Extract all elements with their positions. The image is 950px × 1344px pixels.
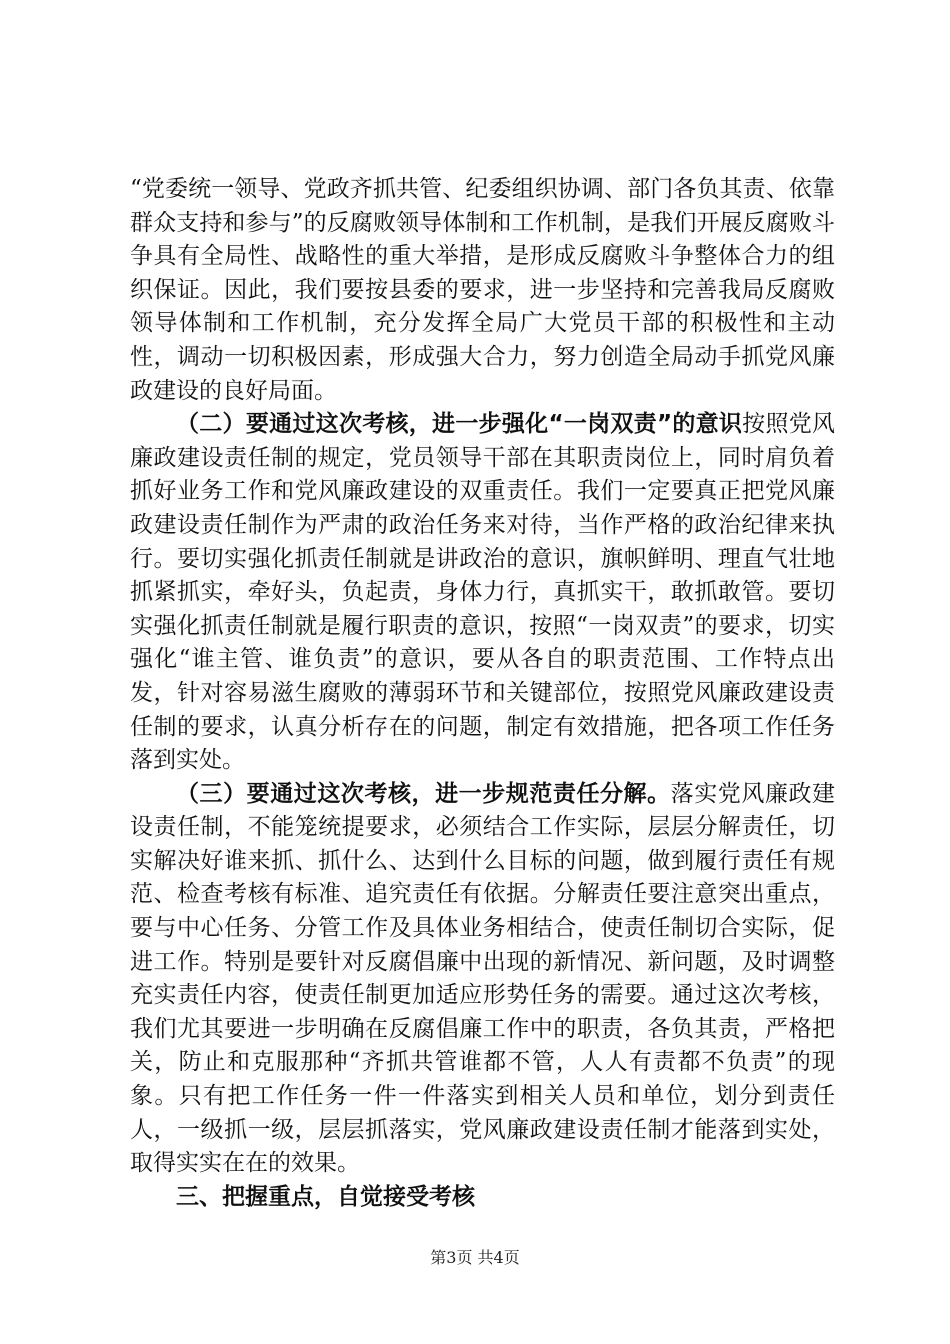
paragraph-3-text: 落实党风廉政建设责任制，不能笼统提要求，必须结合工作实际，层层分解责任，切实解决好谁来抓、抓什么、达到什么目标的问题，做到履行责任有规范、检查考核有标准、追究责任有依据。分解责任要注意突出重点，要与中心任务、分管工作及具体业务相结合，使责任制切合实际，促进工作。特别是要针对反腐倡廉中出现的新情况、新问题，及时调整充实责任内容，使责任制更加适应形势任务的需要。通过这次考核，我们尤其要进一步明确在反腐倡廉工作中的职责，各负其责，严格把关，防止和克服那种“齐抓共管谁都不管，人人有责都不负责”的现象。只有把工作任务一件一件落实到相关人员和单位，划分到责任人，一级抓一级，层层抓落实，党风廉政建设责任制才能落到实处，取得实实在在的效果。 xyxy=(130,780,836,1177)
document-body xyxy=(130,173,835,1214)
paragraph-3-heading: （三）要通过这次考核，进一步规范责任分解。 xyxy=(176,780,671,807)
page-number: 第3页 共4页 xyxy=(430,1248,520,1267)
section-heading: 三、把握重点，自觉接受考核 xyxy=(176,1183,475,1210)
paragraph-3 xyxy=(130,778,835,1181)
paragraph-1 xyxy=(130,173,835,408)
paragraph-2 xyxy=(130,408,835,778)
paragraph-2-text: 按照党风廉政建设责任制的规定，党员领导干部在其职责岗位上，同时肩负着抓好业务工作和党风廉政建设的双重责任。我们一定要真正把党风廉政建设责任制作为严肃的政治任务来对待，当作严格的政治纪律来执行。要切实强化抓责任制就是讲政治的意识，旗帜鲜明、理直气壮地抓紧抓实，牵好头，负起责，身体力行，真抓实干，敢抓敢管。要切实强化抓责任制就是履行职责的意识，按照“一岗双责”的要求，切实强化“谁主管、谁负责”的意识，要从各自的职责范围、工作特点出发，针对容易滋生腐败的薄弱环节和关键部位，按照党风廉政建设责任制的要求，认真分析存在的问题，制定有效措施，把各项工作任务落到实处。 xyxy=(130,411,836,774)
paragraph-1-text: “党委统一领导、党政齐抓共管、纪委组织协调、部门各负其责、依靠群众支持和参与”的反腐败领导体制和工作机制，是我们开展反腐败斗争具有全局性、战略性的重大举措，是形成反腐败斗争整体合力的组织保证。因此，我们要按县委的要求，进一步坚持和完善我局反腐败领导体制和工作机制，充分发挥全局广大党员干部的积极性和主动性，调动一切积极因素，形成强大合力，努力创造全局动手抓党风廉政建设的良好局面。 xyxy=(130,176,835,404)
paragraph-2-heading: （二）要通过这次考核，进一步强化“一岗双责”的意识 xyxy=(176,411,743,438)
page-footer xyxy=(0,1245,950,1268)
